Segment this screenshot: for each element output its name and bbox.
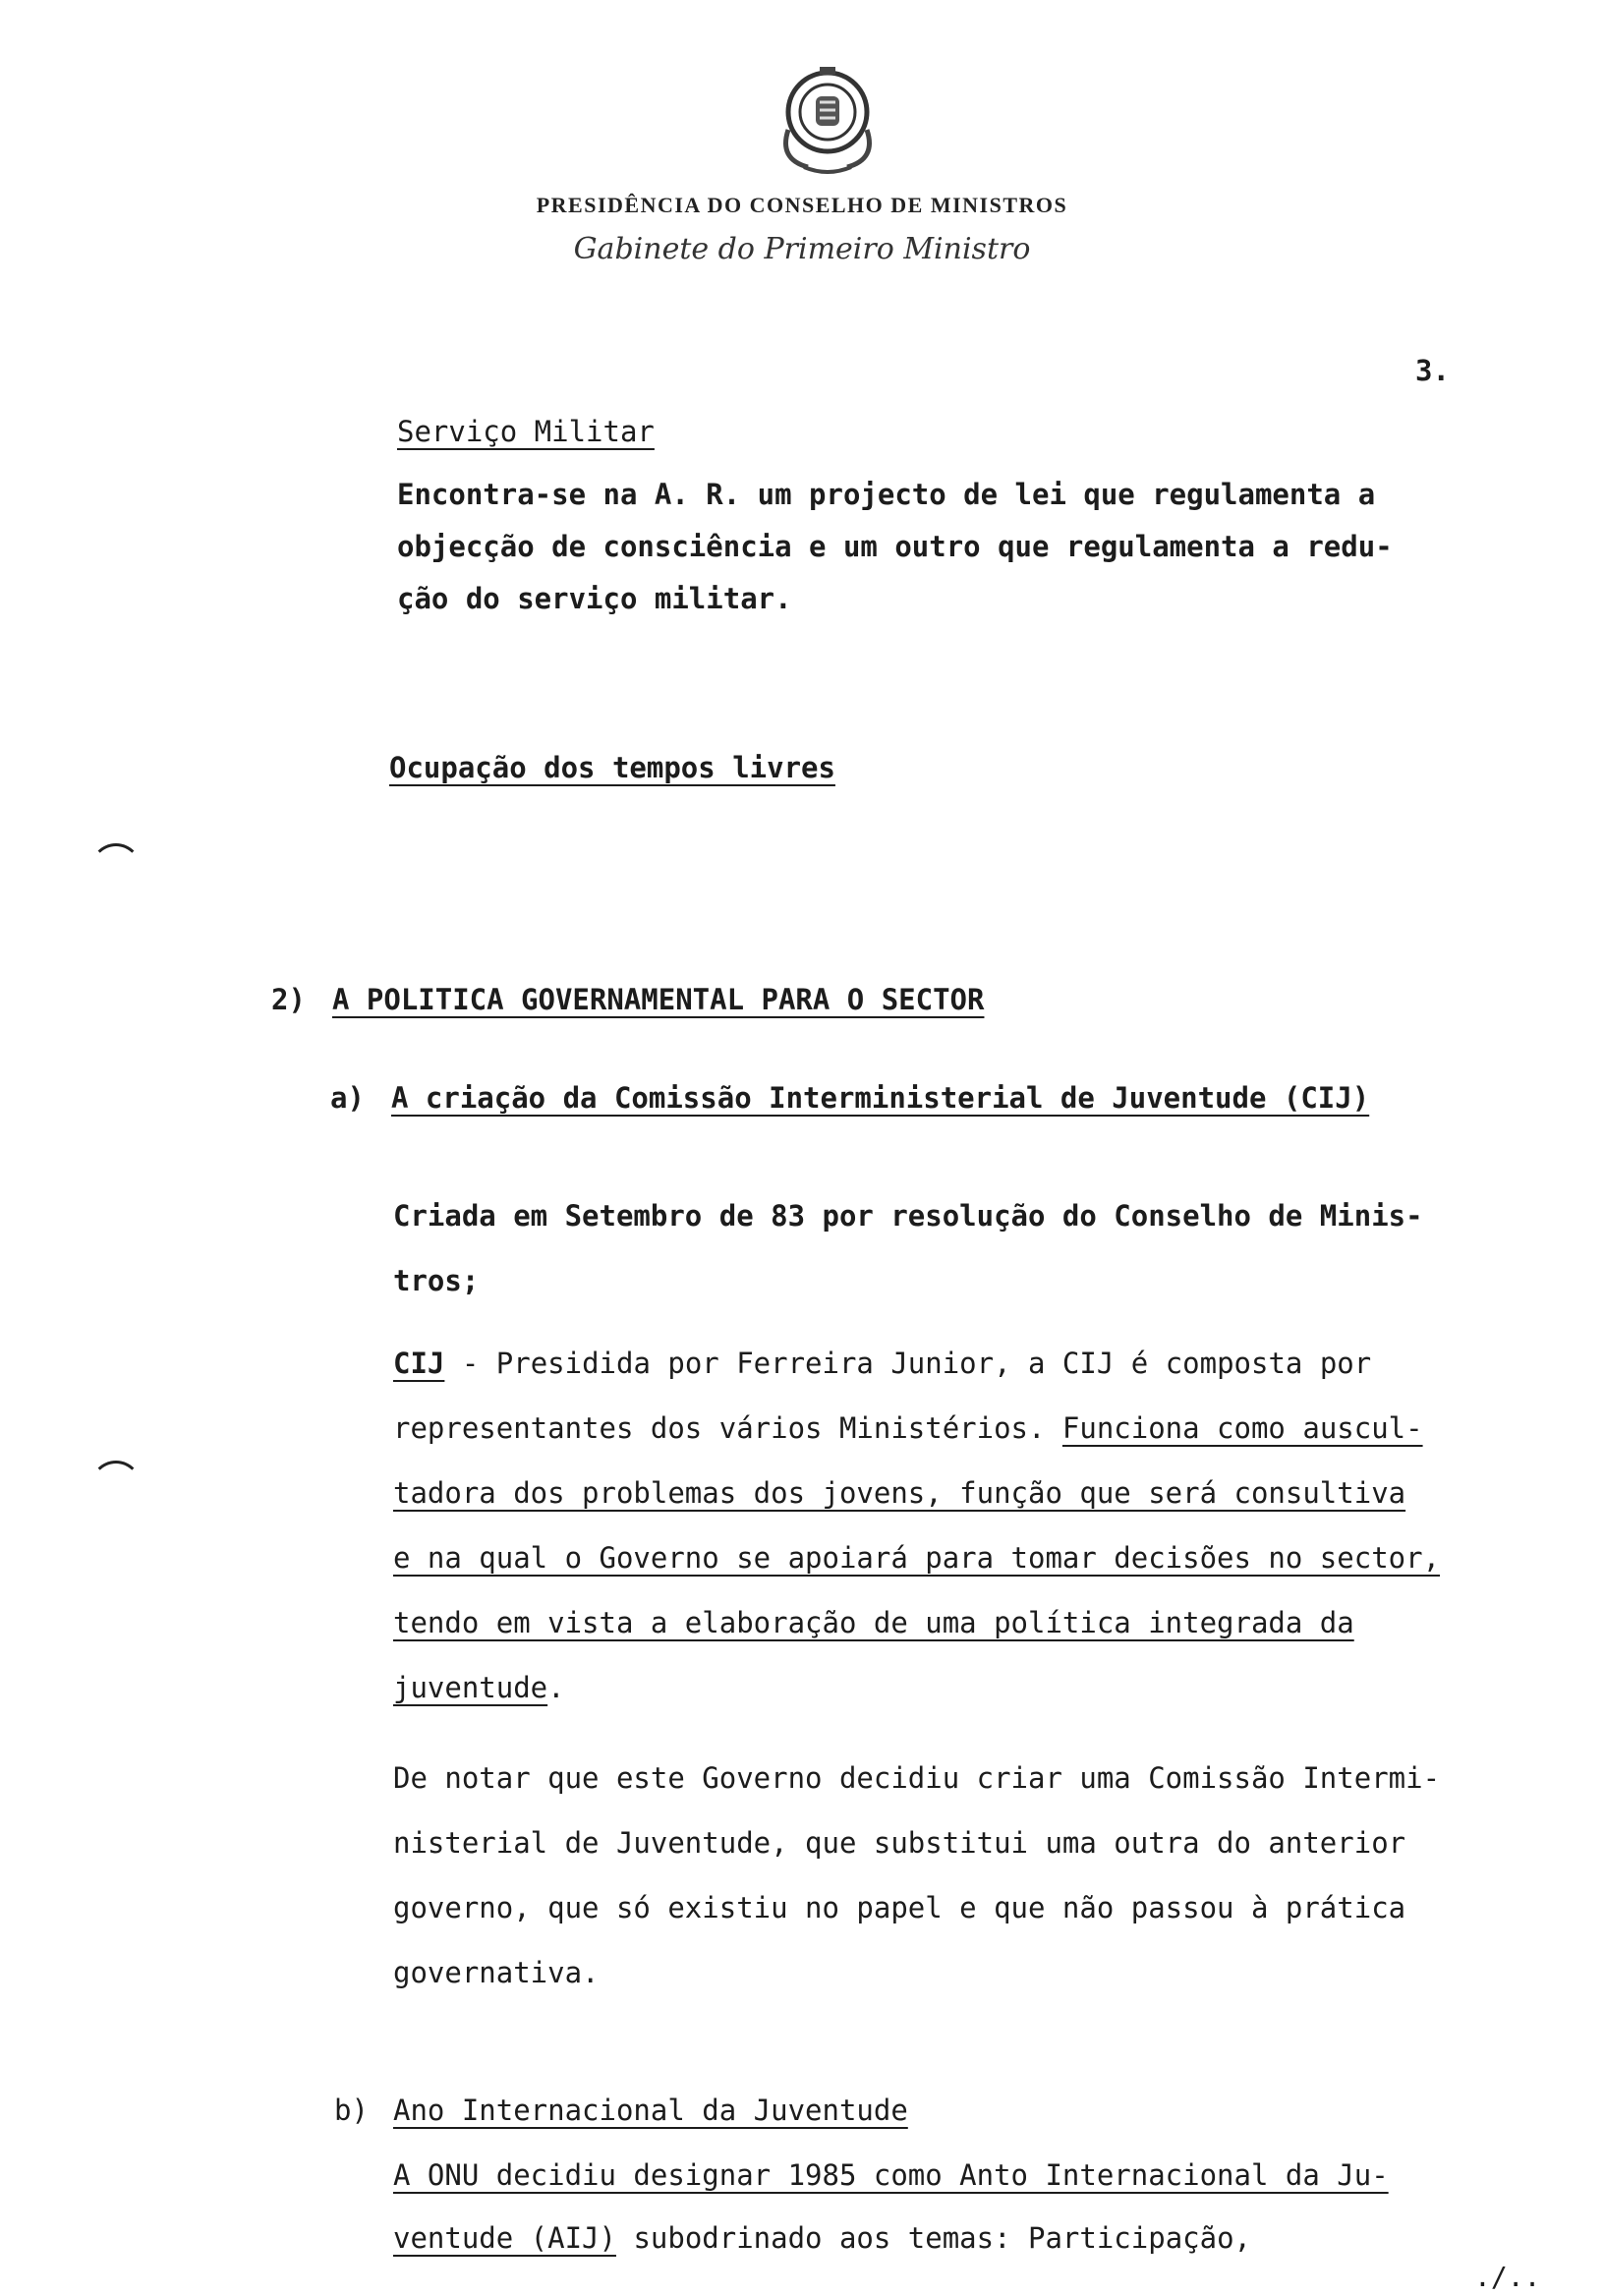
subsection-letter-a: a) [330,1081,365,1115]
organization-name: PRESIDÊNCIA DO CONSELHO DE MINISTROS [536,193,1068,217]
body-text: . [547,1671,565,1704]
body-line: A ONU decidiu designar 1985 como Anto Internacional da Ju- [393,2158,1389,2192]
body-line: Criada em Setembro de 83 por resolução do Conselho de Minis- [393,1199,1423,1233]
body-line [393,1349,1371,1380]
underlined-text: juventude [393,1671,548,1704]
body-text: representantes dos vários Ministérios. [393,1411,1062,1445]
body-line: governativa. [393,1956,600,1989]
aij-abbreviation: ventude (AIJ) [393,2221,616,2255]
punch-hole-mark [90,1461,142,1512]
body-line: Encontra-se na A. R. um projecto de lei que regulamenta a [397,478,1376,511]
body-line: tros; [393,1264,480,1297]
body-text: subodrinado aos temas: Participação, [615,2221,1251,2255]
coat-of-arms-seal [769,61,887,179]
subsection-letter-b: b) [334,2094,369,2127]
body-line [393,2223,1251,2255]
body-line [393,1413,1423,1445]
body-line: objecção de consciência e um outro que regulamenta a redu- [397,530,1393,563]
underlined-line: e na qual o Governo se apoiará para tomar decisões no sector, [393,1541,1441,1575]
underlined-text: Funciona como auscul- [1061,1411,1423,1445]
section-heading-servico-militar: Serviço Militar [397,415,655,448]
section-heading-politica: A POLITICA GOVERNAMENTAL PARA O SECTOR [332,983,985,1016]
section-heading-ocupacao: Ocupação dos tempos livres [389,751,835,784]
body-line: governo, que só existiu no papel e que não passou à prática [393,1891,1406,1924]
cij-abbreviation: CIJ [393,1347,445,1380]
subsection-heading-cij: A criação da Comissão Interministerial de Juventude (CIJ) [391,1081,1370,1115]
body-text: - Presidida por Ferreira Junior, a CIJ é composta por [444,1347,1372,1380]
subsection-heading-aij: Ano Internacional da Juventude [393,2094,908,2127]
body-line: De notar que este Governo decidiu criar uma Comissão Intermi- [393,1761,1441,1795]
page-number: 3. [1415,354,1450,387]
continuation-mark: ./.. [1474,2261,1541,2293]
punch-hole-mark [90,843,142,894]
underlined-line: tadora dos problemas dos jovens, função que será consultiva [393,1476,1406,1510]
body-line [393,1673,565,1704]
underlined-line: tendo em vista a elaboração de uma política integrada da [393,1606,1354,1639]
body-line: ção do serviço militar. [397,582,792,615]
section-number: 2) [271,983,306,1016]
cabinet-subtitle: Gabinete do Primeiro Ministro [573,232,1031,266]
body-line: nisterial de Juventude, que substitui uma outra do anterior [393,1826,1406,1860]
